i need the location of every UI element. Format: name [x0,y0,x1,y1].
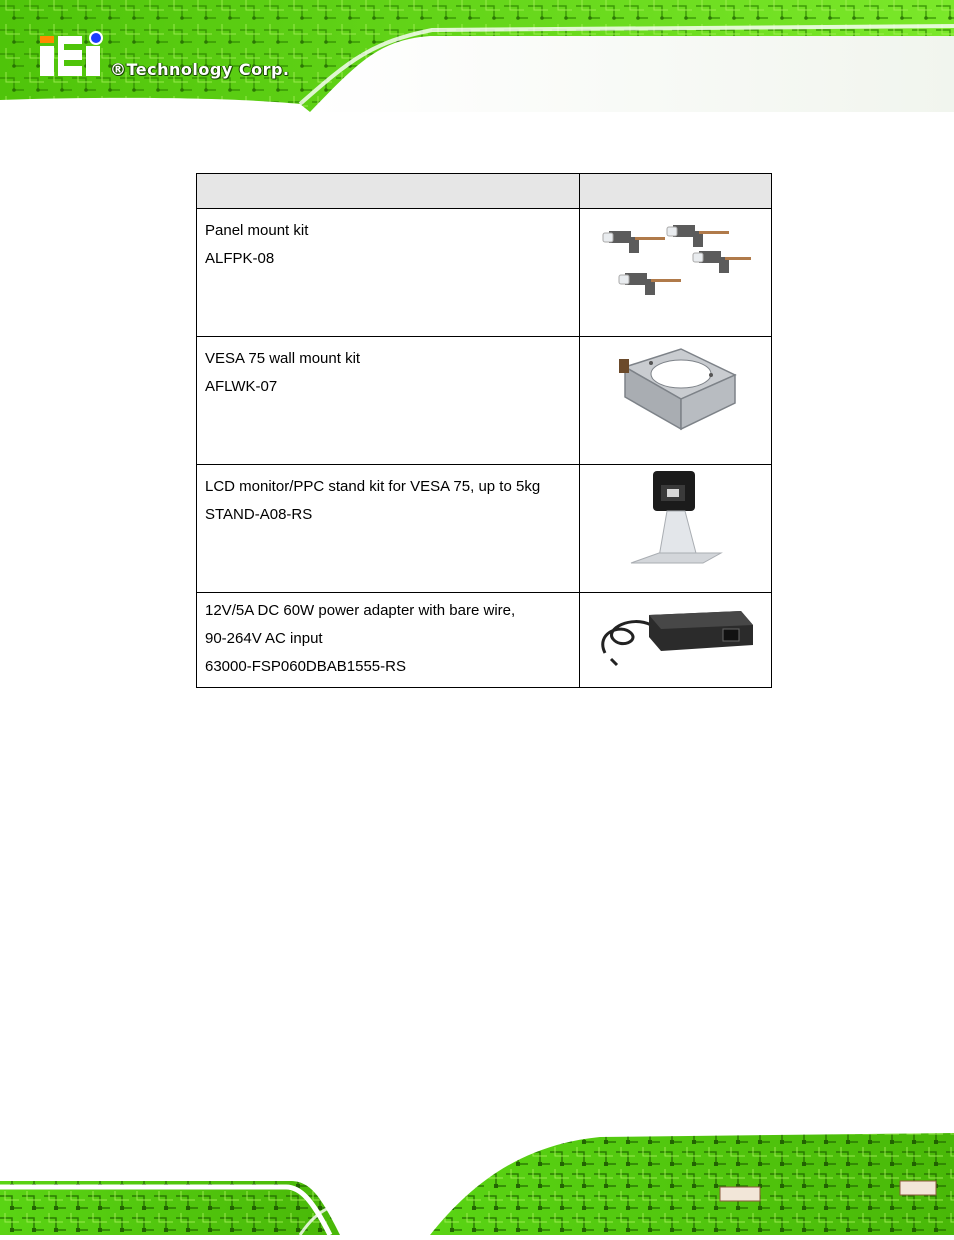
table-header-cell [580,174,772,209]
item-part-number: STAND-A08-RS [205,506,313,523]
item-image-cell [580,209,772,337]
item-name: 12V/5A DC 60W power adapter with bare wire, [205,602,516,619]
pcb-header-graphic [0,0,954,112]
page-header-banner [0,0,954,112]
item-description [197,593,580,688]
item-image-cell [580,337,772,465]
item-part-number: AFLWK-07 [205,378,278,395]
pcb-footer-graphic [0,1125,954,1235]
item-description [197,209,580,337]
item-name: LCD monitor/PPC stand kit for VESA 75, up to 5kg [205,478,541,495]
clip-1 [603,231,665,253]
item-spec: 90-264V AC input [205,630,323,647]
item-part-number: ALFPK-08 [205,250,275,267]
wall-mount-bracket-icon [611,337,741,437]
stand-kit-icon [621,465,731,570]
item-name: VESA 75 wall mount kit [205,350,361,367]
table-header-row [197,174,772,209]
item-name: Panel mount kit [205,222,309,239]
item-image-cell [580,465,772,593]
table-row [197,465,772,593]
panel-mount-kit-icon [601,209,751,299]
item-part-number: 63000-FSP060DBAB1555-RS [205,658,406,675]
table-row [197,593,772,688]
item-description [197,337,580,465]
page-footer-banner [0,1125,954,1235]
item-image-cell [580,593,772,688]
accessories-table [196,173,772,688]
table-header-cell [197,174,580,209]
table-row [197,209,772,337]
power-adapter-icon [591,593,761,673]
brand-text: ®Technology Corp. [110,60,290,79]
item-description [197,465,580,593]
table-row [197,337,772,465]
